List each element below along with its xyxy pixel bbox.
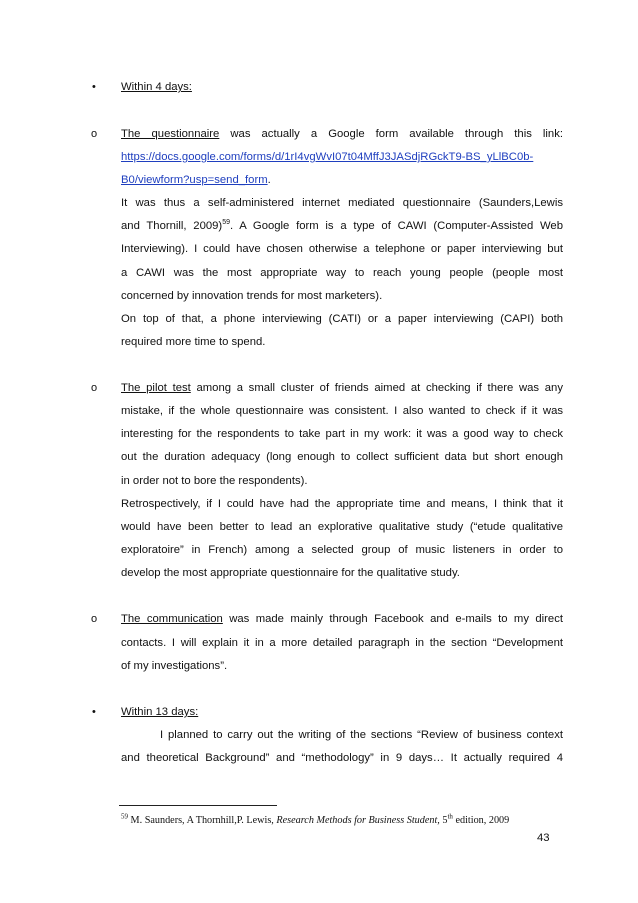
sub-bullet: o bbox=[91, 613, 98, 625]
questionnaire-link-continued[interactable]: B0/viewform?usp=send_form bbox=[121, 174, 268, 186]
paragraph-line: B0/viewform?usp=send_form. bbox=[121, 174, 271, 186]
paragraph-line: Interviewing). I could have chosen otherwise a telephone or paper interviewing but bbox=[121, 243, 563, 255]
bullet: • bbox=[92, 81, 96, 93]
bullet: • bbox=[92, 706, 96, 718]
paragraph-line: a CAWI was the most appropriate way to reach young people (people most bbox=[121, 267, 563, 279]
sub-bullet: o bbox=[91, 382, 98, 394]
paragraph-line: would have been better to lead an explorative qualitative study (“etude qualitative bbox=[121, 521, 563, 533]
section-heading-4-days: Within 4 days: bbox=[121, 81, 192, 93]
paragraph-line: The questionnaire was actually a Google form available through this link: bbox=[121, 128, 563, 140]
paragraph-line: out the duration adequacy (long enough to collect sufficient data but short enough bbox=[121, 451, 563, 463]
paragraph-line: mistake, if the whole questionnaire was consistent. I also wanted to check if it was bbox=[121, 405, 563, 417]
paragraph-line: The communication was made mainly through Facebook and e-mails to my direct bbox=[121, 613, 563, 625]
footnote-separator bbox=[119, 805, 277, 806]
paragraph-line: and theoretical Background” and “methodology” in 9 days… It actually required 4 bbox=[121, 752, 563, 764]
paragraph-line: interesting for the respondents to take part in my work: it was a good way to check bbox=[121, 428, 563, 440]
paragraph-line: concerned by innovation trends for most marketers). bbox=[121, 290, 383, 302]
pilot-test-label: The pilot test bbox=[121, 382, 191, 394]
paragraph-line: in order not to bore the respondents). bbox=[121, 475, 308, 487]
paragraph-line: On top of that, a phone interviewing (CATI) or a paper interviewing (CAPI) both bbox=[121, 313, 563, 325]
paragraph-line: required more time to spend. bbox=[121, 336, 266, 348]
page-number: 43 bbox=[537, 832, 550, 844]
paragraph-line: exploratoire” in French) among a selected group of music listeners in order to bbox=[121, 544, 563, 556]
paragraph-line: and Thornill, 2009)$^{59}$. A Google form is a type of CAWI (Computer-Assisted Web bbox=[121, 219, 563, 232]
paragraph-line: of my investigations”. bbox=[121, 660, 228, 672]
footnote-ref: 59 bbox=[222, 219, 230, 227]
section-heading-13-days: Within 13 days: bbox=[121, 706, 199, 718]
paragraph-line: develop the most appropriate questionnaire for the qualitative study. bbox=[121, 567, 460, 579]
paragraph-line: contacts. I will explain it in a more detailed paragraph in the section “Development bbox=[121, 637, 563, 649]
paragraph-line: I planned to carry out the writing of the sections “Review of business context bbox=[160, 729, 563, 741]
paragraph-line: It was thus a self-administered internet mediated questionnaire (Saunders,Lewis bbox=[121, 197, 563, 209]
communication-label: The communication bbox=[121, 613, 223, 625]
book-title: Research Methods for Business Student, bbox=[276, 815, 440, 826]
footnote: $^{59}$ M. Saunders, A Thornhill,P. Lewis, Research Methods for Business Student, 5th edition, 2009 bbox=[121, 812, 510, 826]
paragraph-line: Retrospectively, if I could have had the appropriate time and means, I think that it bbox=[121, 498, 563, 510]
questionnaire-label: The questionnaire bbox=[121, 128, 220, 140]
paragraph-line: The pilot test among a small cluster of friends aimed at checking if there was any bbox=[121, 382, 563, 394]
questionnaire-link[interactable]: https://docs.google.com/forms/d/1rI4vgWvI07t04MffJ3JASdjRGckT9-BS_yLlBC0b- bbox=[121, 151, 534, 163]
sub-bullet: o bbox=[91, 128, 98, 140]
